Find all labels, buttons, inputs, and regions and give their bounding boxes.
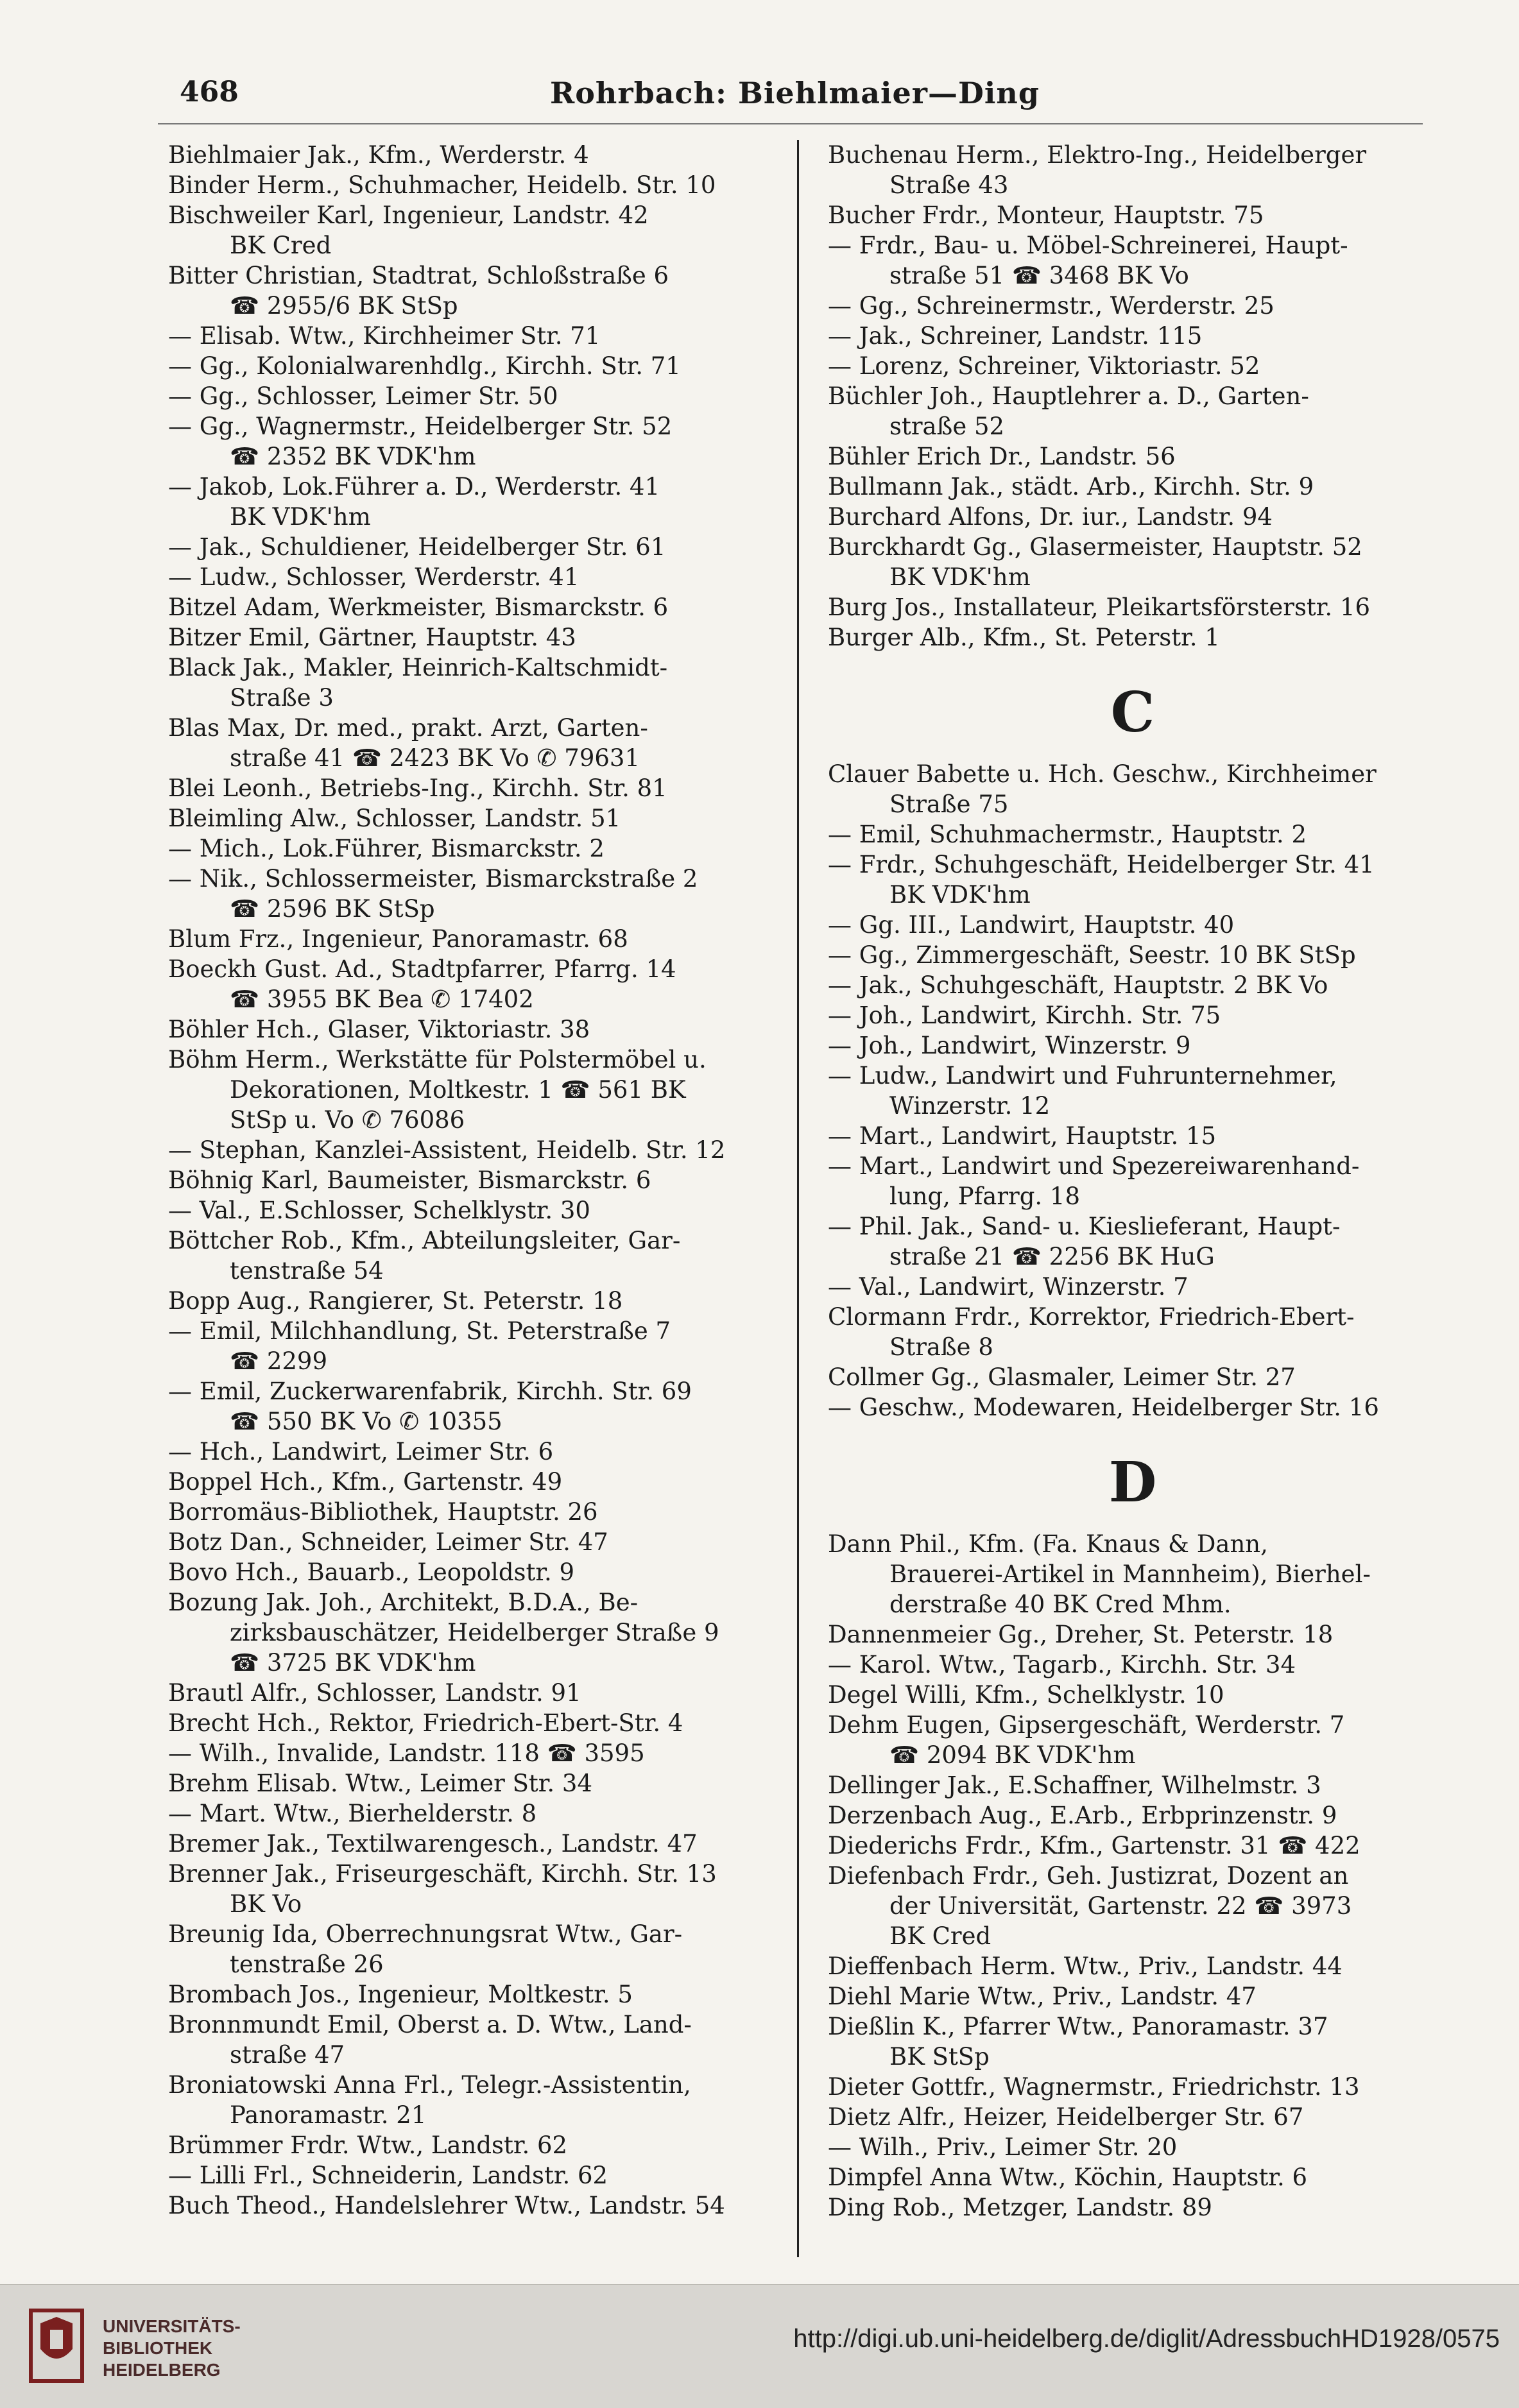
directory-entry bbox=[168, 1798, 784, 1829]
entry-line: — Val., E.Schlosser, Schelklystr. 30 bbox=[168, 1197, 590, 1224]
entry-line: Botz Dan., Schneider, Leimer Str. 47 bbox=[168, 1528, 608, 1556]
entry-line: — Gg., Wagnermstr., Heidelberger Str. 52 bbox=[168, 413, 673, 440]
directory-entry bbox=[828, 2102, 1437, 2132]
entry-line: Diehl Marie Wtw., Priv., Landstr. 47 bbox=[828, 1983, 1257, 2010]
entry-line: Dießlin K., Pfarrer Wtw., Panoramastr. 37 bbox=[828, 2013, 1328, 2040]
directory-entry bbox=[828, 1061, 1437, 1121]
entry-line: — Mart., Landwirt, Hauptstr. 15 bbox=[828, 1122, 1217, 1150]
column-divider bbox=[797, 140, 799, 2257]
directory-entry bbox=[828, 1302, 1437, 1362]
library-logo-icon bbox=[24, 2304, 89, 2387]
entry-line: Boeckh Gust. Ad., Stadtpfarrer, Pfarrg. 14 bbox=[168, 955, 676, 983]
directory-entry bbox=[828, 200, 1437, 230]
entry-continuation-line: straße 41 ☎ 2423 BK Vo ✆ 79631 bbox=[230, 744, 640, 772]
directory-entry bbox=[168, 803, 784, 833]
directory-entry bbox=[828, 1770, 1437, 1800]
entry-line: — Mart., Landwirt und Spezereiwarenhand- bbox=[828, 1152, 1360, 1180]
directory-entry bbox=[168, 321, 784, 351]
directory-entry bbox=[828, 2132, 1437, 2162]
entry-line: Dimpfel Anna Wtw., Köchin, Hauptstr. 6 bbox=[828, 2164, 1308, 2191]
entry-line: Bullmann Jak., städt. Arb., Kirchh. Str. 9 bbox=[828, 473, 1314, 500]
entry-line: Burchard Alfons, Dr. iur., Landstr. 94 bbox=[828, 503, 1273, 531]
entry-line: — Jak., Schreiner, Landstr. 115 bbox=[828, 322, 1203, 350]
entry-continuation-line: tenstraße 26 bbox=[230, 1951, 384, 1978]
directory-entry bbox=[168, 1979, 784, 2010]
entry-line: Buch Theod., Handelslehrer Wtw., Landstr. 54 bbox=[168, 2192, 725, 2219]
directory-entry bbox=[828, 441, 1437, 472]
entry-line: Bitzer Emil, Gärtner, Hauptstr. 43 bbox=[168, 624, 576, 651]
entry-line: Broniatowski Anna Frl., Telegr.-Assistentin, bbox=[168, 2071, 691, 2099]
directory-entry bbox=[168, 1195, 784, 1225]
entry-line: Biehlmaier Jak., Kfm., Werderstr. 4 bbox=[168, 141, 589, 169]
directory-entry bbox=[828, 2011, 1437, 2072]
directory-entry bbox=[168, 2160, 784, 2190]
entry-line: Böhler Hch., Glaser, Viktoriastr. 38 bbox=[168, 1016, 590, 1043]
entry-line: — Emil, Zuckerwarenfabrik, Kirchh. Str. 69 bbox=[168, 1378, 692, 1405]
entry-continuation-line: BK VDK'hm bbox=[889, 563, 1031, 591]
entry-continuation-line: ☎ 3725 BK VDK'hm bbox=[230, 1649, 476, 1677]
directory-entry bbox=[168, 1165, 784, 1195]
directory-entry bbox=[168, 2010, 784, 2070]
directory-entry bbox=[828, 291, 1437, 321]
page-number: 468 bbox=[180, 76, 239, 108]
entry-line: Brautl Alfr., Schlosser, Landstr. 91 bbox=[168, 1679, 581, 1707]
entry-line: Bucher Frdr., Monteur, Hauptstr. 75 bbox=[828, 201, 1264, 229]
entry-line: — Joh., Landwirt, Winzerstr. 9 bbox=[828, 1032, 1191, 1059]
entry-line: — Wilh., Priv., Leimer Str. 20 bbox=[828, 2133, 1178, 2161]
entry-line: Blas Max, Dr. med., prakt. Arzt, Garten- bbox=[168, 714, 648, 742]
entry-line: Bovo Hch., Bauarb., Leopoldstr. 9 bbox=[168, 1558, 575, 1586]
directory-entry bbox=[168, 1859, 784, 1919]
directory-entry bbox=[168, 833, 784, 864]
directory-entry bbox=[168, 713, 784, 773]
entry-line: Binder Herm., Schuhmacher, Heidelb. Str. 10 bbox=[168, 171, 716, 199]
directory-entry bbox=[828, 1710, 1437, 1770]
entry-line: Dehm Eugen, Gipsergeschäft, Werderstr. 7 bbox=[828, 1711, 1345, 1739]
directory-entry bbox=[168, 1014, 784, 1045]
entry-line: Böhm Herm., Werkstätte für Polstermöbel u. bbox=[168, 1046, 707, 1073]
directory-entry bbox=[828, 1831, 1437, 1861]
directory-entry bbox=[828, 1650, 1437, 1680]
section-letter-c: C bbox=[1110, 680, 1155, 745]
entry-line: Dieter Gottfr., Wagnermstr., Friedrichstr. 13 bbox=[828, 2073, 1360, 2101]
directory-entry bbox=[828, 351, 1437, 381]
entry-line: Degel Willi, Kfm., Schelklystr. 10 bbox=[828, 1681, 1224, 1709]
directory-entry bbox=[828, 1000, 1437, 1030]
entry-continuation-line: Panoramastr. 21 bbox=[230, 2101, 427, 2129]
entry-line: — Geschw., Modewaren, Heidelberger Str. 16 bbox=[828, 1394, 1379, 1421]
entry-line: — Mich., Lok.Führer, Bismarckstr. 2 bbox=[168, 835, 605, 862]
directory-entry bbox=[168, 1527, 784, 1557]
entry-line: — Lorenz, Schreiner, Viktoriastr. 52 bbox=[828, 352, 1260, 380]
entry-continuation-line: ☎ 2955/6 BK StSp bbox=[230, 292, 458, 320]
directory-entry bbox=[168, 2190, 784, 2221]
directory-entry bbox=[828, 1151, 1437, 1211]
entry-line: Breunig Ida, Oberrechnungsrat Wtw., Gar- bbox=[168, 1920, 683, 1948]
library-name-line: UNIVERSITÄTS- bbox=[103, 2316, 241, 2336]
entry-line: — Gg., Schreinermstr., Werderstr. 25 bbox=[828, 292, 1274, 320]
entry-line: Bronnmundt Emil, Oberst a. D. Wtw., Land- bbox=[168, 2011, 692, 2038]
directory-entry bbox=[168, 472, 784, 532]
entry-continuation-line: Winzerstr. 12 bbox=[889, 1092, 1051, 1120]
directory-entry bbox=[168, 1225, 784, 1286]
entry-line: — Gg. III., Landwirt, Hauptstr. 40 bbox=[828, 911, 1235, 939]
entry-line: Bitter Christian, Stadtrat, Schloßstraße 6 bbox=[168, 262, 669, 289]
directory-entry bbox=[828, 1121, 1437, 1151]
entry-line: — Karol. Wtw., Tagarb., Kirchh. Str. 34 bbox=[828, 1651, 1296, 1678]
entry-line: Dann Phil., Kfm. (Fa. Knaus & Dann, bbox=[828, 1530, 1268, 1558]
directory-entry bbox=[828, 1392, 1437, 1422]
right-column bbox=[828, 140, 1437, 2223]
directory-entry bbox=[168, 1919, 784, 1979]
entry-continuation-line: lung, Pfarrg. 18 bbox=[889, 1183, 1081, 1210]
directory-entry bbox=[168, 773, 784, 803]
directory-entry bbox=[828, 970, 1437, 1000]
entry-line: Brenner Jak., Friseurgeschäft, Kirchh. Str. 13 bbox=[168, 1860, 717, 1888]
entry-line: Dellinger Jak., E.Schaffner, Wilhelmstr. 3 bbox=[828, 1772, 1321, 1799]
entry-line: — Frdr., Bau- u. Möbel-Schreinerei, Haupt- bbox=[828, 232, 1348, 259]
entries-c bbox=[828, 759, 1437, 1422]
entry-line: Bitzel Adam, Werkmeister, Bismarckstr. 6 bbox=[168, 593, 669, 621]
directory-entry bbox=[828, 1861, 1437, 1951]
entry-line: Ding Rob., Metzger, Landstr. 89 bbox=[828, 2194, 1212, 2221]
entry-continuation-line: Straße 43 bbox=[889, 171, 1009, 199]
entry-line: — Mart. Wtw., Bierhelderstr. 8 bbox=[168, 1800, 537, 1827]
entry-line: Black Jak., Makler, Heinrich-Kaltschmidt- bbox=[168, 654, 668, 681]
directory-entry bbox=[828, 1211, 1437, 1272]
directory-entry bbox=[828, 850, 1437, 910]
entry-continuation-line: straße 51 ☎ 3468 BK Vo bbox=[889, 262, 1189, 289]
entry-continuation-line: Straße 75 bbox=[889, 790, 1009, 818]
entry-line: — Emil, Milchhandlung, St. Peterstraße 7 bbox=[168, 1317, 671, 1345]
directory-entry bbox=[168, 260, 784, 321]
directory-entry bbox=[828, 1981, 1437, 2011]
entry-continuation-line: ☎ 550 BK Vo ✆ 10355 bbox=[230, 1408, 502, 1435]
entry-line: — Ludw., Schlosser, Werderstr. 41 bbox=[168, 563, 579, 591]
directory-entry bbox=[828, 140, 1437, 200]
entry-continuation-line: derstraße 40 BK Cred Mhm. bbox=[889, 1591, 1232, 1618]
directory-entry bbox=[168, 653, 784, 713]
entry-line: Bleimling Alw., Schlosser, Landstr. 51 bbox=[168, 805, 621, 832]
directory-entry bbox=[168, 622, 784, 653]
directory-entry bbox=[168, 2130, 784, 2160]
page-title: Rohrbach: Biehlmaier—Ding bbox=[550, 76, 1040, 110]
entry-continuation-line: ☎ 2299 bbox=[230, 1347, 328, 1375]
directory-entry bbox=[168, 1829, 784, 1859]
directory-entry bbox=[828, 910, 1437, 940]
entry-continuation-line: Brauerei-Artikel in Mannheim), Bierhel- bbox=[889, 1560, 1371, 1588]
entry-continuation-line: Straße 3 bbox=[230, 684, 334, 712]
entry-continuation-line: tenstraße 54 bbox=[230, 1257, 384, 1285]
directory-entry bbox=[168, 351, 784, 381]
entry-line: — Gg., Kolonialwarenhdlg., Kirchh. Str. 71 bbox=[168, 352, 681, 380]
directory-entry bbox=[828, 381, 1437, 441]
entries-b bbox=[828, 140, 1437, 653]
entry-line: — Lilli Frl., Schneiderin, Landstr. 62 bbox=[168, 2162, 608, 2189]
source-url-link[interactable]: http://digi.ub.uni-heidelberg.de/diglit/AdressbuchHD1928/0575 bbox=[793, 2325, 1500, 2353]
directory-entry bbox=[168, 1738, 784, 1768]
entry-continuation-line: der Universität, Gartenstr. 22 ☎ 3973 bbox=[889, 1892, 1352, 1920]
directory-entry bbox=[828, 1800, 1437, 1831]
entry-line: Bühler Erich Dr., Landstr. 56 bbox=[828, 443, 1176, 470]
entry-line: Burckhardt Gg., Glasermeister, Hauptstr. 52 bbox=[828, 533, 1362, 561]
entry-line: — Frdr., Schuhgeschäft, Heidelberger Str. 41 bbox=[828, 851, 1375, 878]
entry-line: — Gg., Schlosser, Leimer Str. 50 bbox=[168, 382, 558, 410]
directory-entry bbox=[828, 1362, 1437, 1392]
directory-entry bbox=[828, 592, 1437, 622]
entry-line: Böhnig Karl, Baumeister, Bismarckstr. 6 bbox=[168, 1166, 651, 1194]
section-letter-d: D bbox=[1108, 1450, 1157, 1515]
entry-continuation-line: ☎ 2596 BK StSp bbox=[230, 895, 435, 923]
entry-line: Blum Frz., Ingenieur, Panoramastr. 68 bbox=[168, 925, 628, 953]
entry-line: Dietz Alfr., Heizer, Heidelberger Str. 67 bbox=[828, 2103, 1304, 2131]
directory-entry bbox=[168, 1135, 784, 1165]
directory-entry bbox=[168, 1587, 784, 1678]
directory-entry bbox=[168, 592, 784, 622]
directory-entry bbox=[828, 1529, 1437, 1619]
entry-line: — Wilh., Invalide, Landstr. 118 ☎ 3595 bbox=[168, 1739, 645, 1767]
entry-continuation-line: Dekorationen, Moltkestr. 1 ☎ 561 BK bbox=[230, 1076, 686, 1104]
entry-continuation-line: BK Vo bbox=[230, 1890, 302, 1918]
entry-line: Clormann Frdr., Korrektor, Friedrich-Ebert- bbox=[828, 1303, 1355, 1331]
entry-line: — Jak., Schuhgeschäft, Hauptstr. 2 BK Vo bbox=[828, 971, 1328, 999]
directory-entry bbox=[828, 532, 1437, 592]
entry-continuation-line: ☎ 2352 BK VDK'hm bbox=[230, 443, 476, 470]
entry-line: — Jak., Schuldiener, Heidelberger Str. 61 bbox=[168, 533, 666, 561]
directory-entry bbox=[168, 954, 784, 1014]
directory-entry bbox=[168, 1376, 784, 1437]
entry-continuation-line: StSp u. Vo ✆ 76086 bbox=[230, 1106, 465, 1134]
entry-line: — Stephan, Kanzlei-Assistent, Heidelb. Str. 12 bbox=[168, 1136, 726, 1164]
directory-entry bbox=[828, 2162, 1437, 2192]
directory-entry bbox=[168, 1497, 784, 1527]
entry-continuation-line: straße 47 bbox=[230, 2041, 345, 2069]
directory-entry bbox=[168, 864, 784, 924]
entry-continuation-line: BK VDK'hm bbox=[889, 881, 1031, 909]
entry-line: Collmer Gg., Glasmaler, Leimer Str. 27 bbox=[828, 1363, 1296, 1391]
entry-line: Blei Leonh., Betriebs-Ing., Kirchh. Str. 81 bbox=[168, 774, 667, 802]
entry-line: — Hch., Landwirt, Leimer Str. 6 bbox=[168, 1438, 554, 1465]
entry-continuation-line: BK Cred bbox=[230, 232, 332, 259]
directory-entry bbox=[828, 1951, 1437, 1981]
viewer-footer bbox=[0, 2284, 1519, 2408]
entry-continuation-line: zirksbauschätzer, Heidelberger Straße 9 bbox=[230, 1619, 719, 1646]
directory-entry bbox=[828, 2192, 1437, 2223]
directory-entry bbox=[168, 1557, 784, 1587]
directory-entry bbox=[168, 200, 784, 260]
directory-entry bbox=[168, 562, 784, 592]
entry-line: — Elisab. Wtw., Kirchheimer Str. 71 bbox=[168, 322, 601, 350]
entry-line: Burger Alb., Kfm., St. Peterstr. 1 bbox=[828, 624, 1220, 651]
directory-entry bbox=[168, 2070, 784, 2130]
directory-entry bbox=[168, 1708, 784, 1738]
directory-entry bbox=[168, 411, 784, 472]
directory-entry bbox=[828, 1680, 1437, 1710]
entry-line: — Joh., Landwirt, Kirchh. Str. 75 bbox=[828, 1002, 1221, 1029]
library-name bbox=[103, 2316, 241, 2381]
entry-line: — Jakob, Lok.Führer a. D., Werderstr. 41 bbox=[168, 473, 660, 500]
directory-entry bbox=[828, 759, 1437, 819]
entry-continuation-line: BK StSp bbox=[889, 2043, 990, 2071]
entry-continuation-line: ☎ 3955 BK Bea ✆ 17402 bbox=[230, 986, 534, 1013]
directory-entry bbox=[828, 502, 1437, 532]
entry-line: Bozung Jak. Joh., Architekt, B.D.A., Be- bbox=[168, 1589, 639, 1616]
directory-entry bbox=[168, 1768, 784, 1798]
entry-line: Buchenau Herm., Elektro-Ing., Heidelberger bbox=[828, 141, 1367, 169]
entry-line: Dieffenbach Herm. Wtw., Priv., Landstr. 44 bbox=[828, 1952, 1343, 1980]
directory-entry bbox=[168, 140, 784, 170]
entry-line: — Ludw., Landwirt und Fuhrunternehmer, bbox=[828, 1062, 1337, 1089]
entry-line: Brecht Hch., Rektor, Friedrich-Ebert-Str. 4 bbox=[168, 1709, 683, 1737]
entry-line: Bischweiler Karl, Ingenieur, Landstr. 42 bbox=[168, 201, 649, 229]
entry-line: Clauer Babette u. Hch. Geschw., Kirchheimer bbox=[828, 760, 1377, 788]
directory-entry bbox=[168, 1286, 784, 1316]
page-header bbox=[180, 76, 1410, 121]
entry-line: Brümmer Frdr. Wtw., Landstr. 62 bbox=[168, 2131, 568, 2159]
entry-line: Büchler Joh., Hauptlehrer a. D., Garten- bbox=[828, 382, 1309, 410]
directory-entry bbox=[828, 940, 1437, 970]
entry-line: — Val., Landwirt, Winzerstr. 7 bbox=[828, 1273, 1189, 1301]
directory-entry bbox=[168, 924, 784, 954]
entry-continuation-line: Straße 8 bbox=[889, 1333, 993, 1361]
directory-entry bbox=[168, 532, 784, 562]
entry-line: Brombach Jos., Ingenieur, Moltkestr. 5 bbox=[168, 1981, 633, 2008]
entry-line: Dannenmeier Gg., Dreher, St. Peterstr. 18 bbox=[828, 1621, 1334, 1648]
entry-line: — Phil. Jak., Sand- u. Kieslieferant, Haupt- bbox=[828, 1213, 1341, 1240]
entry-line: Derzenbach Aug., E.Arb., Erbprinzenstr. 9 bbox=[828, 1802, 1337, 1829]
library-name-line: HEIDELBERG bbox=[103, 2360, 221, 2380]
entry-line: Borromäus-Bibliothek, Hauptstr. 26 bbox=[168, 1498, 598, 1526]
directory-entry bbox=[828, 321, 1437, 351]
entry-line: Diefenbach Frdr., Geh. Justizrat, Dozent an bbox=[828, 1862, 1349, 1890]
directory-entry bbox=[828, 622, 1437, 653]
entry-continuation-line: ☎ 2094 BK VDK'hm bbox=[889, 1741, 1136, 1769]
entry-line: Bopp Aug., Rangierer, St. Peterstr. 18 bbox=[168, 1287, 623, 1315]
entry-line: — Nik., Schlossermeister, Bismarckstraße 2 bbox=[168, 865, 698, 892]
library-name-line: BIBLIOTHEK bbox=[103, 2338, 213, 2358]
directory-entry bbox=[828, 1030, 1437, 1061]
entry-continuation-line: BK Cred bbox=[889, 1922, 991, 1950]
directory-entry bbox=[828, 472, 1437, 502]
directory-entry bbox=[168, 1045, 784, 1135]
entry-line: Bremer Jak., Textilwarengesch., Landstr. 47 bbox=[168, 1830, 698, 1857]
directory-entry bbox=[168, 381, 784, 411]
entry-line: — Emil, Schuhmachermstr., Hauptstr. 2 bbox=[828, 821, 1307, 848]
entry-line: Brehm Elisab. Wtw., Leimer Str. 34 bbox=[168, 1770, 593, 1797]
entry-line: — Gg., Zimmergeschäft, Seestr. 10 BK StSp bbox=[828, 941, 1356, 969]
directory-entry bbox=[168, 1467, 784, 1497]
entry-continuation-line: straße 21 ☎ 2256 BK HuG bbox=[889, 1243, 1215, 1270]
entry-line: Boppel Hch., Kfm., Gartenstr. 49 bbox=[168, 1468, 563, 1496]
directory-entry bbox=[828, 230, 1437, 291]
directory-entry bbox=[828, 1619, 1437, 1650]
directory-entry bbox=[828, 1272, 1437, 1302]
entry-continuation-line: BK VDK'hm bbox=[230, 503, 371, 531]
directory-entry bbox=[168, 1437, 784, 1467]
left-column bbox=[168, 140, 784, 2221]
directory-entry bbox=[828, 819, 1437, 850]
directory-entry bbox=[828, 2072, 1437, 2102]
entry-line: Böttcher Rob., Kfm., Abteilungsleiter, Gar- bbox=[168, 1227, 681, 1254]
directory-entry bbox=[168, 1678, 784, 1708]
entry-line: Burg Jos., Installateur, Pleikartsförsterstr. 16 bbox=[828, 593, 1371, 621]
header-rule bbox=[158, 123, 1423, 124]
directory-entry bbox=[168, 1316, 784, 1376]
directory-entry bbox=[168, 170, 784, 200]
entry-line: Diederichs Frdr., Kfm., Gartenstr. 31 ☎ 422 bbox=[828, 1832, 1360, 1859]
entries-d bbox=[828, 1529, 1437, 2223]
entry-continuation-line: straße 52 bbox=[889, 413, 1005, 440]
